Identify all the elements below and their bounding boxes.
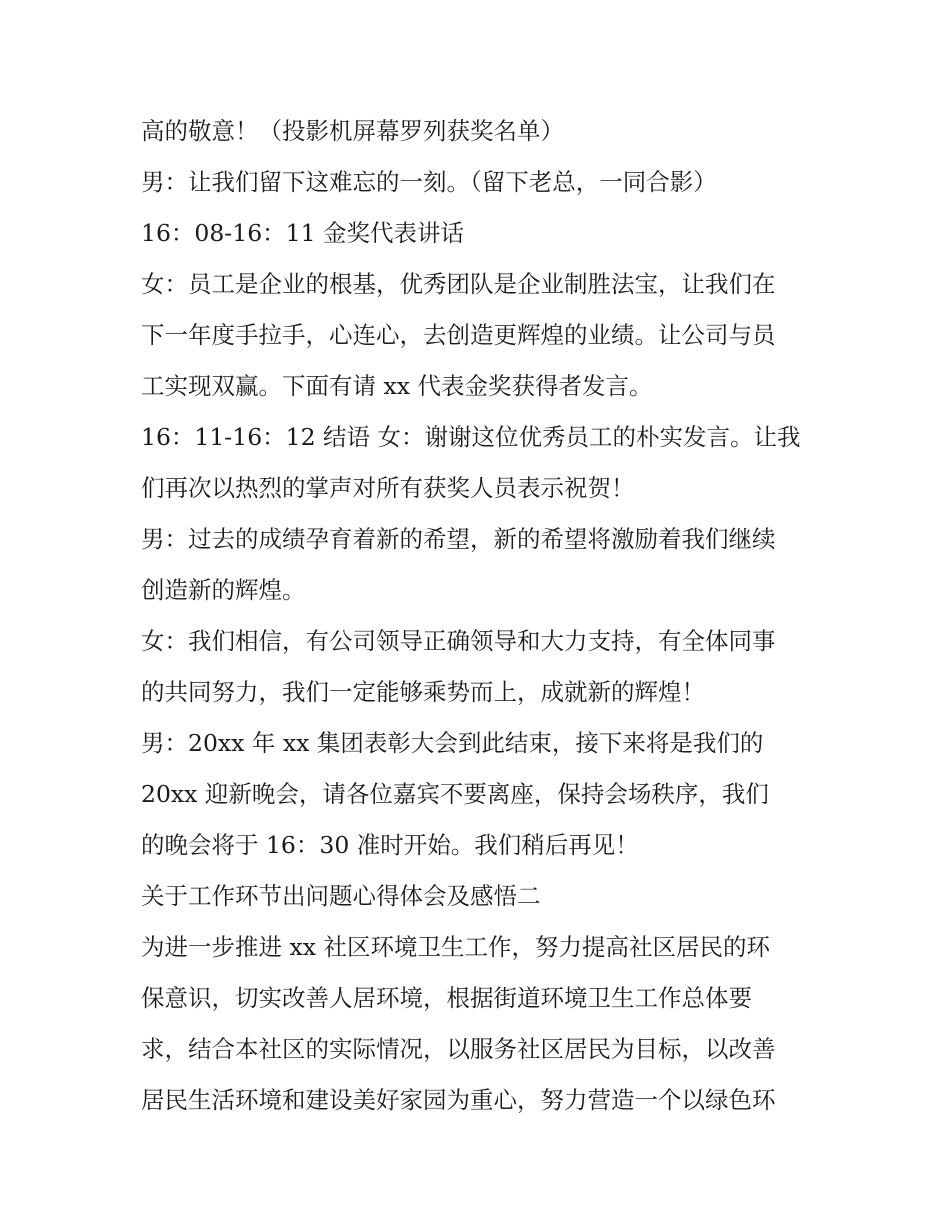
- document-body: [141, 111, 821, 1131]
- text-line: 男：过去的成绩孕育着新的希望，新的希望将激励着我们继续: [141, 525, 776, 553]
- text-line: 20xx 迎新晚会，请各位嘉宾不要离座，保持会场秩序，我们: [141, 780, 769, 808]
- text-line: 求，结合本社区的实际情况，以服务社区居民为目标，以改善: [141, 1035, 776, 1063]
- text-line: 16：08-16：11 金奖代表讲话: [141, 219, 465, 247]
- text-line: 居民生活环境和建设美好家园为重心，努力营造一个以绿色环: [141, 1086, 776, 1114]
- text-line: 的共同努力，我们一定能够乘势而上，成就新的辉煌！: [141, 678, 705, 706]
- text-line: 男：让我们留下这难忘的一刻。（留下老总，一同合影）: [141, 168, 717, 196]
- text-line: 工实现双赢。下面有请 xx 代表金奖获得者发言。: [141, 372, 653, 400]
- section-heading: 关于工作环节出问题心得体会及感悟二: [141, 882, 541, 910]
- text-line: 16：11-16：12 结语 女：谢谢这位优秀员工的朴实发言。让我: [141, 423, 801, 451]
- text-line: 的晚会将于 16：30 准时开始。我们稍后再见！: [141, 831, 639, 859]
- text-line: 创造新的辉煌。: [141, 576, 306, 604]
- text-line: 高的敬意！（投影机屏幕罗列获奖名单）: [141, 117, 564, 145]
- text-line: 们再次以热烈的掌声对所有获奖人员表示祝贺！: [141, 474, 635, 502]
- text-line: 女：我们相信，有公司领导正确领导和大力支持，有全体同事: [141, 627, 776, 655]
- text-line: 女：员工是企业的根基，优秀团队是企业制胜法宝，让我们在: [141, 270, 776, 298]
- text-line: 下一年度手拉手，心连心，去创造更辉煌的业绩。让公司与员: [141, 321, 776, 349]
- text-line: 为进一步推进 xx 社区环境卫生工作，努力提高社区居民的环: [141, 933, 770, 961]
- text-line: 男：20xx 年 xx 集团表彰大会到此结束，接下来将是我们的: [141, 729, 764, 757]
- text-line: 保意识，切实改善人居环境，根据街道环境卫生工作总体要: [141, 984, 752, 1012]
